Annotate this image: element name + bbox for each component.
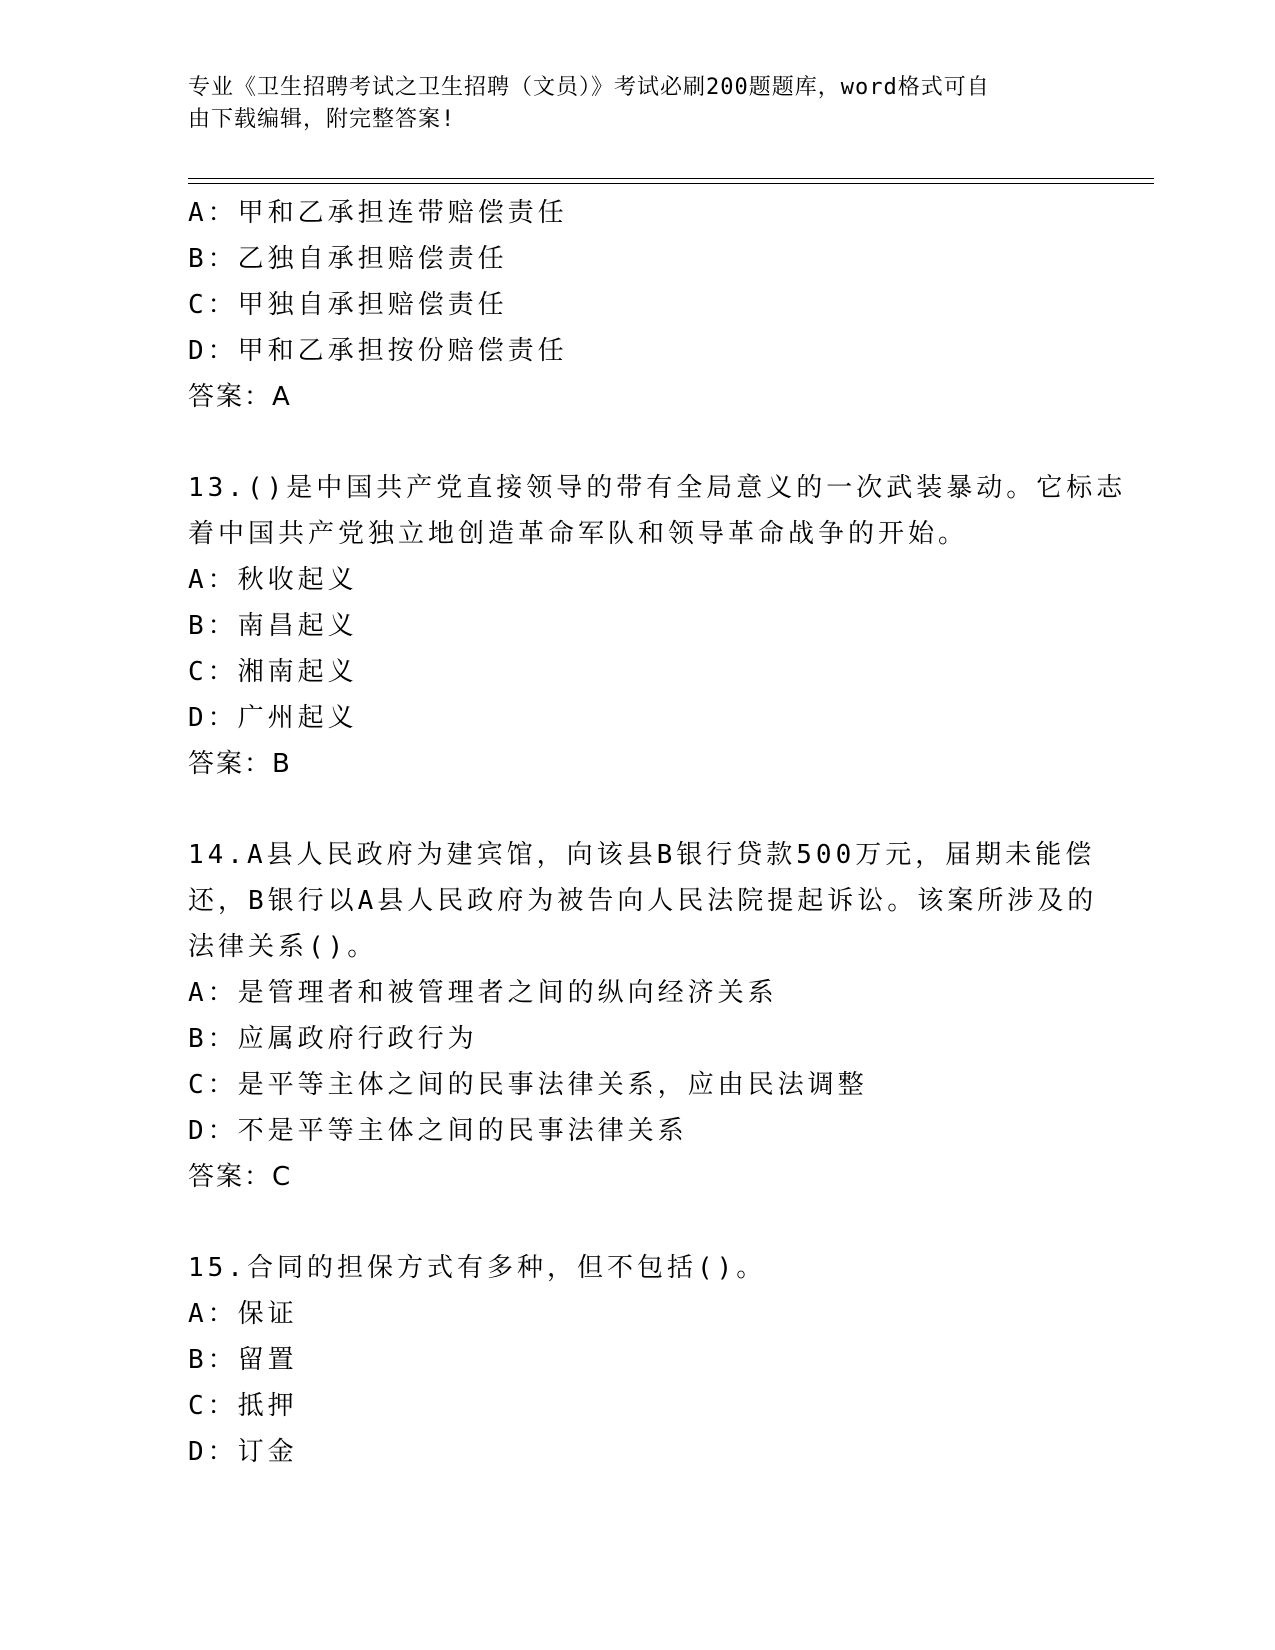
option-c: C：抵押 <box>188 1391 298 1421</box>
answer-line: 答案：A <box>188 382 292 412</box>
option-d: D：广州起义 <box>188 703 358 733</box>
header-rule-top <box>188 178 1154 179</box>
option-c: C：甲独自承担赔偿责任 <box>188 290 508 320</box>
question-14 <box>188 832 1098 1200</box>
option-b: B：乙独自承担赔偿责任 <box>188 244 508 274</box>
option-d: D：甲和乙承担按份赔偿责任 <box>188 336 568 366</box>
question-13 <box>188 465 1127 787</box>
question-15 <box>188 1245 1088 1475</box>
question-12 <box>188 190 1088 420</box>
question-stem-line-1: 15.合同的担保方式有多种，但不包括()。 <box>188 1253 767 1283</box>
option-a: A：是管理者和被管理者之间的纵向经济关系 <box>188 978 778 1008</box>
option-c: C：湘南起义 <box>188 657 358 687</box>
header-rule-bottom <box>188 183 1154 184</box>
document-header <box>188 72 1068 136</box>
header-line-2: 由下载编辑，附完整答案! <box>188 107 456 132</box>
option-b: B：应属政府行政行为 <box>188 1024 478 1054</box>
question-stem-line-2: 着中国共产党独立地创造革命军队和领导革命战争的开始。 <box>188 519 969 549</box>
answer-line: 答案：B <box>188 749 292 779</box>
option-c: C：是平等主体之间的民事法律关系，应由民法调整 <box>188 1070 868 1100</box>
question-stem-line-1: 14.A县人民政府为建宾馆，向该县B银行贷款500万元，届期未能偿 <box>188 840 1096 870</box>
option-b: B：留置 <box>188 1345 298 1375</box>
question-stem-line-2: 还，B银行以A县人民政府为被告向人民法院提起诉讼。该案所涉及的 <box>188 886 1098 916</box>
header-line-1: 专业《卫生招聘考试之卫生招聘（文员）》考试必刷200题题库，word格式可自 <box>188 75 990 100</box>
question-list <box>188 190 1127 1475</box>
option-a: A：秋收起义 <box>188 565 358 595</box>
option-a: A：保证 <box>188 1299 298 1329</box>
answer-line: 答案：C <box>188 1162 293 1192</box>
option-d: D：订金 <box>188 1437 298 1467</box>
question-stem-line-1: 13.()是中国共产党直接领导的带有全局意义的一次武装暴动。它标志 <box>188 473 1127 503</box>
option-b: B：南昌起义 <box>188 611 358 641</box>
question-stem-line-3: 法律关系()。 <box>188 932 378 962</box>
option-d: D：不是平等主体之间的民事法律关系 <box>188 1116 688 1146</box>
option-a: A：甲和乙承担连带赔偿责任 <box>188 198 568 228</box>
